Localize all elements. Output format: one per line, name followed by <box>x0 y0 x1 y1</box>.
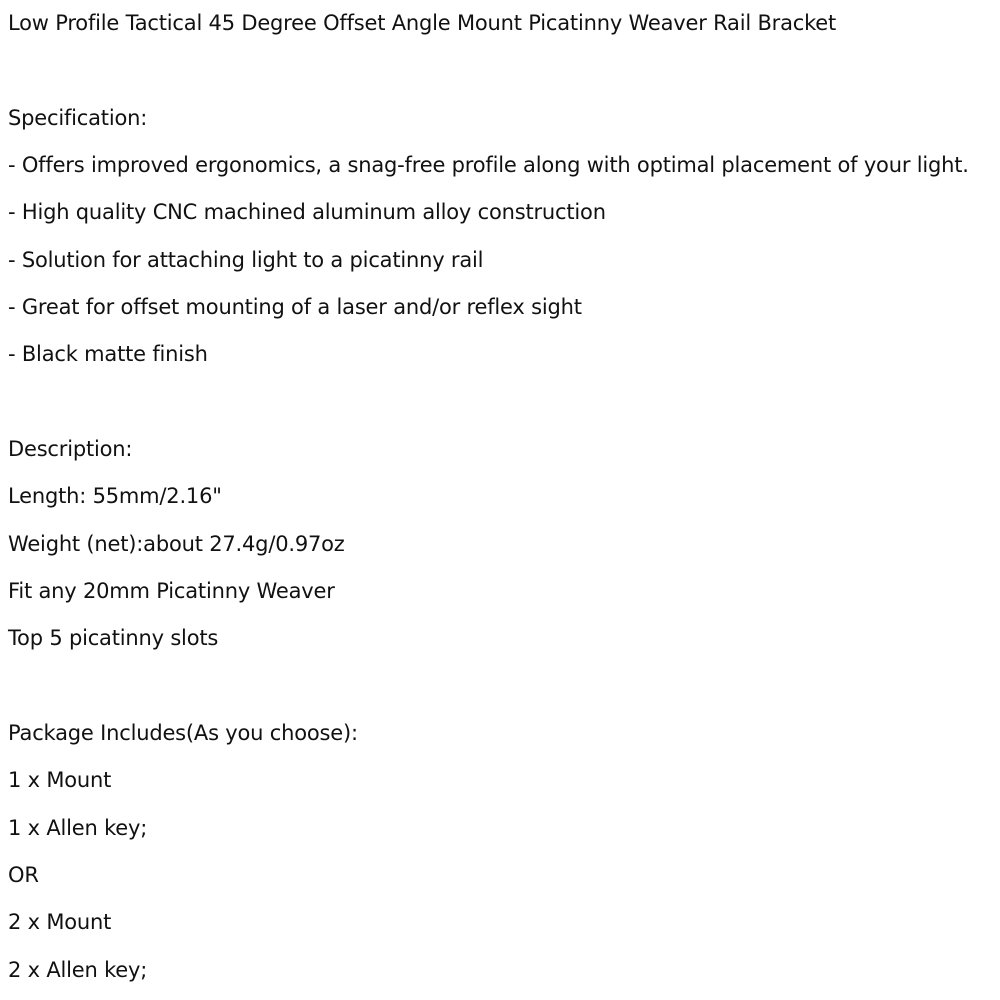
description-item: Top 5 picatinny slots <box>8 626 219 650</box>
package-item: 1 x Allen key; <box>8 816 148 840</box>
package-item: OR <box>8 863 39 887</box>
package-heading: Package Includes(As you choose): <box>8 721 358 745</box>
specification-heading: Specification: <box>8 106 148 130</box>
specification-item: - Solution for attaching light to a picatinny rail <box>8 248 484 272</box>
package-item: 1 x Mount <box>8 768 112 792</box>
description-item: Fit any 20mm Picatinny Weaver <box>8 579 335 603</box>
description-heading: Description: <box>8 437 133 461</box>
package-item: 2 x Allen key; <box>8 958 148 982</box>
specification-item: - Great for offset mounting of a laser and/or reflex sight <box>8 295 582 319</box>
specification-item: - Black matte finish <box>8 342 208 366</box>
description-item: Length: 55mm/2.16" <box>8 484 222 508</box>
package-item: 2 x Mount <box>8 910 112 934</box>
product-title: Low Profile Tactical 45 Degree Offset Angle Mount Picatinny Weaver Rail Bracket <box>8 11 837 35</box>
specification-item: - Offers improved ergonomics, a snag-free profile along with optimal placement of your light. <box>8 153 969 177</box>
description-item: Weight (net):about 27.4g/0.97oz <box>8 532 345 556</box>
specification-item: - High quality CNC machined aluminum alloy construction <box>8 200 606 224</box>
